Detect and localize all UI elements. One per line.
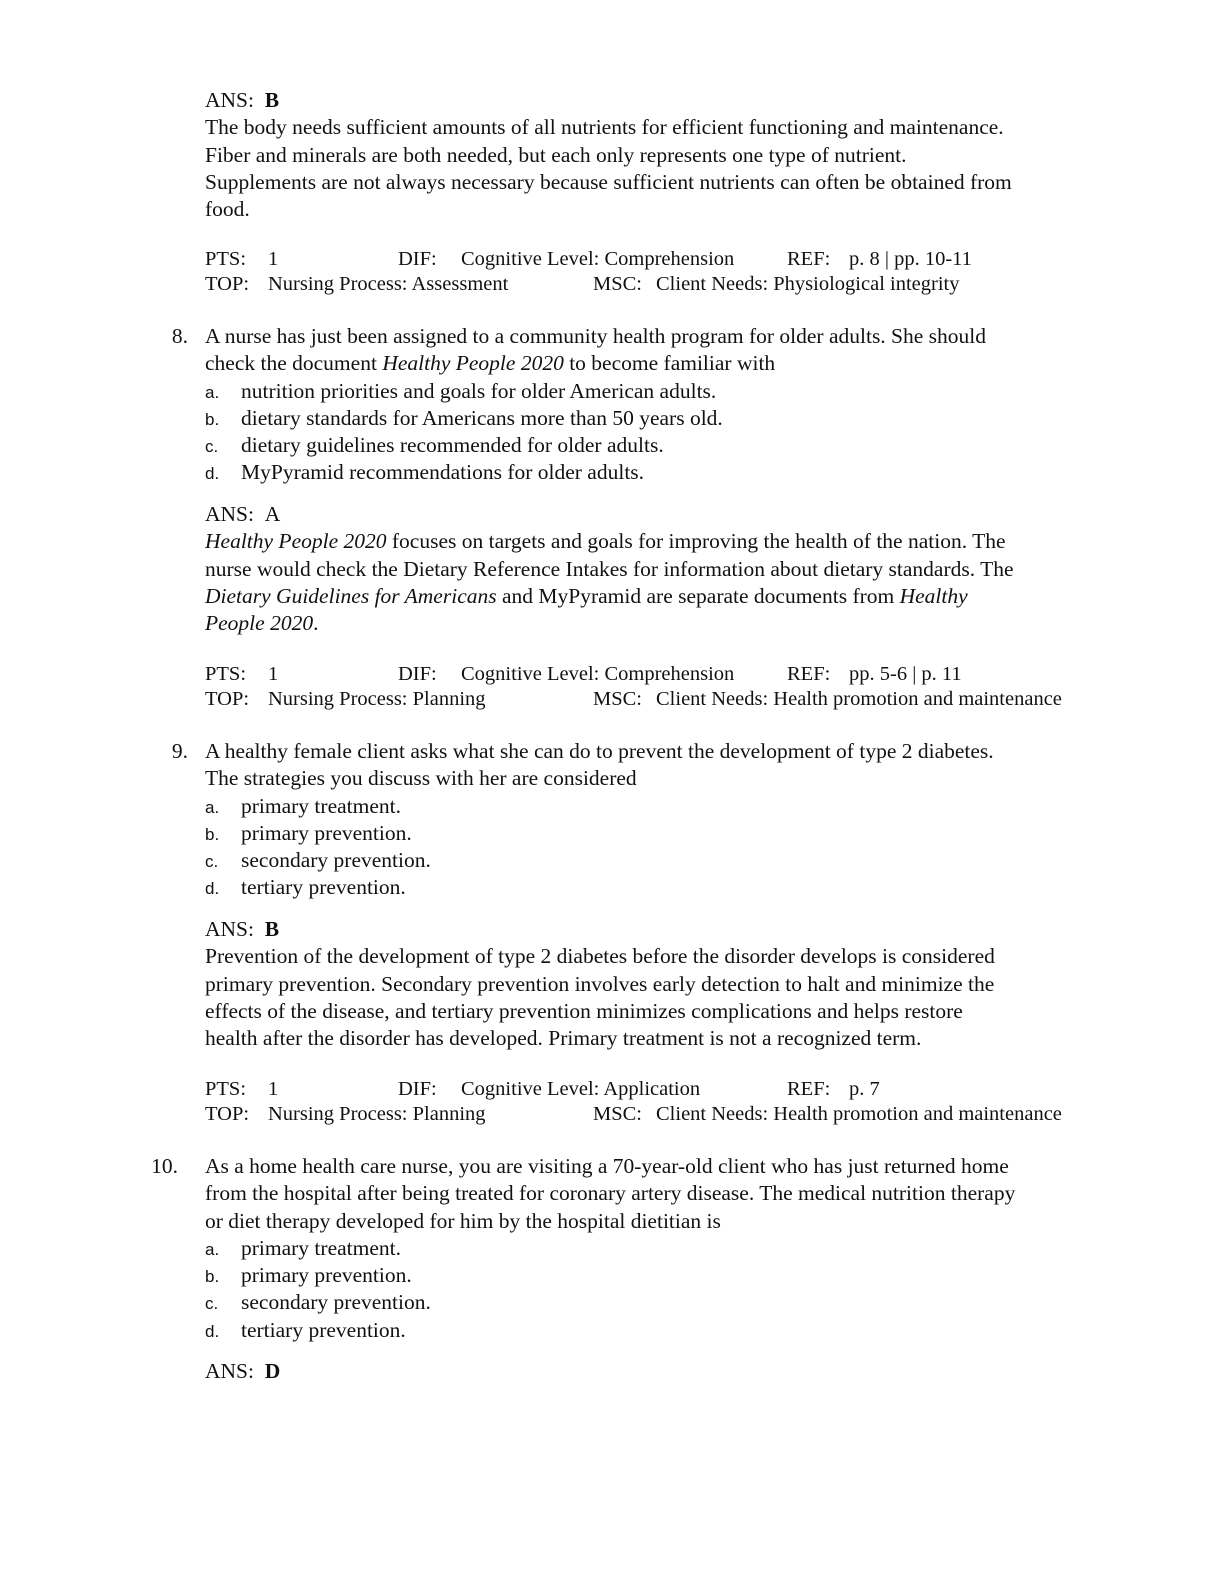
- dif-label: DIF:: [398, 248, 437, 270]
- top-label: TOP:: [205, 1103, 250, 1125]
- choice-d: [205, 874, 1125, 901]
- choice-b: [205, 405, 1125, 432]
- msc-value: Client Needs: Physiological integrity: [656, 273, 960, 295]
- answer-label: ANS:: [205, 917, 254, 941]
- msc-value: Client Needs: Health promotion and maintenance: [656, 688, 1062, 710]
- choice-letter: b.: [205, 1267, 220, 1287]
- choice-letter: b.: [205, 409, 220, 429]
- choice-d: [205, 1317, 1125, 1344]
- choice-text: secondary prevention.: [241, 848, 431, 873]
- question-stem: or diet therapy developed for him by the hospital dietitian is: [205, 1208, 721, 1233]
- rationale-line: Fiber and minerals are both needed, but each only represents one type of nutrient.: [205, 142, 907, 167]
- choice-letter: d.: [205, 1321, 220, 1341]
- answer-9-block: [205, 916, 1125, 1052]
- rationale-line: Healthy People 2020 focuses on targets and goals for improving the health of the nation. The: [205, 529, 1006, 554]
- choice-text: MyPyramid recommendations for older adults.: [241, 460, 645, 485]
- choice-letter: b.: [205, 824, 220, 844]
- rationale-line: health after the disorder has developed. Primary treatment is not a recognized term.: [205, 1026, 922, 1051]
- answer-value: D: [264, 1359, 281, 1383]
- pts-value: 1: [268, 1078, 279, 1100]
- ref-label: REF:: [787, 663, 831, 685]
- top-value: Nursing Process: Assessment: [268, 273, 509, 295]
- question-stem: A healthy female client asks what she can do to prevent the development of type 2 diabetes.: [205, 739, 994, 763]
- choice-c: [205, 1289, 1125, 1316]
- choice-a: [205, 1235, 1125, 1262]
- choice-text: dietary standards for Americans more than 50 years old.: [241, 405, 723, 430]
- question-9: [205, 738, 1125, 902]
- top-label: TOP:: [205, 273, 250, 295]
- msc-label: MSC:: [593, 1103, 642, 1125]
- choice-b: [205, 1262, 1125, 1289]
- choice-text: nutrition priorities and goals for older American adults.: [241, 378, 717, 403]
- question-number: 10.: [151, 1154, 178, 1178]
- rationale-line: nurse would check the Dietary Reference Intakes for information about dietary standards. The: [205, 556, 1014, 581]
- choice-letter: c.: [205, 1294, 219, 1314]
- choice-text: secondary prevention.: [241, 1290, 431, 1315]
- question-number: 9.: [171, 739, 188, 763]
- question-8: [205, 323, 1125, 487]
- rationale-line: Dietary Guidelines for Americans and MyPyramid are separate documents from Healthy: [205, 583, 968, 608]
- choice-text: primary treatment.: [241, 1235, 401, 1260]
- ref-label: REF:: [787, 1078, 831, 1100]
- choice-text: primary treatment.: [241, 793, 401, 818]
- dif-label: DIF:: [398, 1078, 437, 1100]
- ref-value: p. 7: [849, 1078, 880, 1100]
- answer-9-meta: [205, 1077, 1105, 1127]
- prev-answer-meta: [205, 247, 1105, 297]
- answer-line: [205, 916, 1125, 943]
- choice-letter: a.: [205, 797, 220, 817]
- dif-value: Cognitive Level: Comprehension: [461, 663, 735, 685]
- answer-label: ANS:: [205, 88, 254, 112]
- choice-letter: d.: [205, 879, 220, 899]
- choice-text: tertiary prevention.: [241, 875, 406, 900]
- answer-value: B: [264, 88, 280, 112]
- choice-letter: a.: [205, 382, 220, 402]
- answer-8-block: [205, 501, 1125, 637]
- answer-line: [205, 1358, 1125, 1385]
- question-stem: As a home health care nurse, you are visiting a 70-year-old client who has just returned home: [205, 1154, 1009, 1178]
- top-value: Nursing Process: Planning: [268, 688, 486, 710]
- choice-a: [205, 378, 1125, 405]
- dif-value: Cognitive Level: Application: [461, 1078, 701, 1100]
- rationale-line: effects of the disease, and tertiary prevention minimizes complications and helps restore: [205, 998, 963, 1023]
- choice-letter: c.: [205, 437, 219, 457]
- prev-answer-block: [205, 87, 1125, 223]
- choice-text: tertiary prevention.: [241, 1317, 406, 1342]
- answer-line: [205, 501, 1125, 528]
- question-stem: A nurse has just been assigned to a community health program for older adults. She should: [205, 324, 987, 348]
- answer-label: ANS:: [205, 1359, 254, 1383]
- msc-value: Client Needs: Health promotion and maintenance: [656, 1103, 1062, 1125]
- answer-8-meta: [205, 662, 1105, 712]
- choice-letter: c.: [205, 852, 219, 872]
- ref-label: REF:: [787, 248, 831, 270]
- choice-a: [205, 793, 1125, 820]
- pts-label: PTS:: [205, 1078, 247, 1100]
- dif-label: DIF:: [398, 663, 437, 685]
- rationale-line: The body needs sufficient amounts of all nutrients for efficient functioning and maintenance.: [205, 115, 1004, 140]
- msc-label: MSC:: [593, 273, 642, 295]
- choice-d: [205, 459, 1125, 486]
- rationale-line: People 2020.: [205, 611, 319, 636]
- msc-label: MSC:: [593, 688, 642, 710]
- pts-label: PTS:: [205, 663, 247, 685]
- top-value: Nursing Process: Planning: [268, 1103, 486, 1125]
- choice-b: [205, 820, 1125, 847]
- answer-line: [205, 87, 1125, 114]
- ref-value: pp. 5-6 | p. 11: [849, 663, 962, 685]
- document-title: Healthy People 2020: [382, 351, 564, 376]
- choice-text: primary prevention.: [241, 820, 412, 845]
- choice-letter: d.: [205, 464, 220, 484]
- rationale-line: Supplements are not always necessary because sufficient nutrients can often be obtained from: [205, 169, 1012, 194]
- pts-value: 1: [268, 663, 279, 685]
- answer-label: ANS:: [205, 502, 254, 526]
- rationale-line: food.: [205, 197, 250, 222]
- choice-text: primary prevention.: [241, 1263, 412, 1288]
- answer-value: A: [264, 502, 281, 526]
- dif-value: Cognitive Level: Comprehension: [461, 248, 735, 270]
- question-stem: from the hospital after being treated for coronary artery disease. The medical nutrition therapy: [205, 1181, 1016, 1206]
- choice-c: [205, 847, 1125, 874]
- ref-value: p. 8 | pp. 10-11: [849, 248, 972, 270]
- rationale-line: Prevention of the development of type 2 diabetes before the disorder develops is considered: [205, 944, 995, 969]
- rationale-line: primary prevention. Secondary prevention involves early detection to halt and minimize the: [205, 971, 995, 996]
- choice-text: dietary guidelines recommended for older adults.: [241, 433, 664, 458]
- question-stem: The strategies you discuss with her are considered: [205, 766, 637, 791]
- answer-10-block: [205, 1358, 1125, 1385]
- top-label: TOP:: [205, 688, 250, 710]
- choice-letter: a.: [205, 1239, 220, 1259]
- choice-c: [205, 432, 1125, 459]
- question-number: 8.: [171, 324, 188, 348]
- question-stem: check the document Healthy People 2020 to become familiar with: [205, 351, 776, 376]
- answer-value: B: [264, 917, 280, 941]
- question-10: [205, 1153, 1125, 1344]
- pts-label: PTS:: [205, 248, 247, 270]
- pts-value: 1: [268, 248, 279, 270]
